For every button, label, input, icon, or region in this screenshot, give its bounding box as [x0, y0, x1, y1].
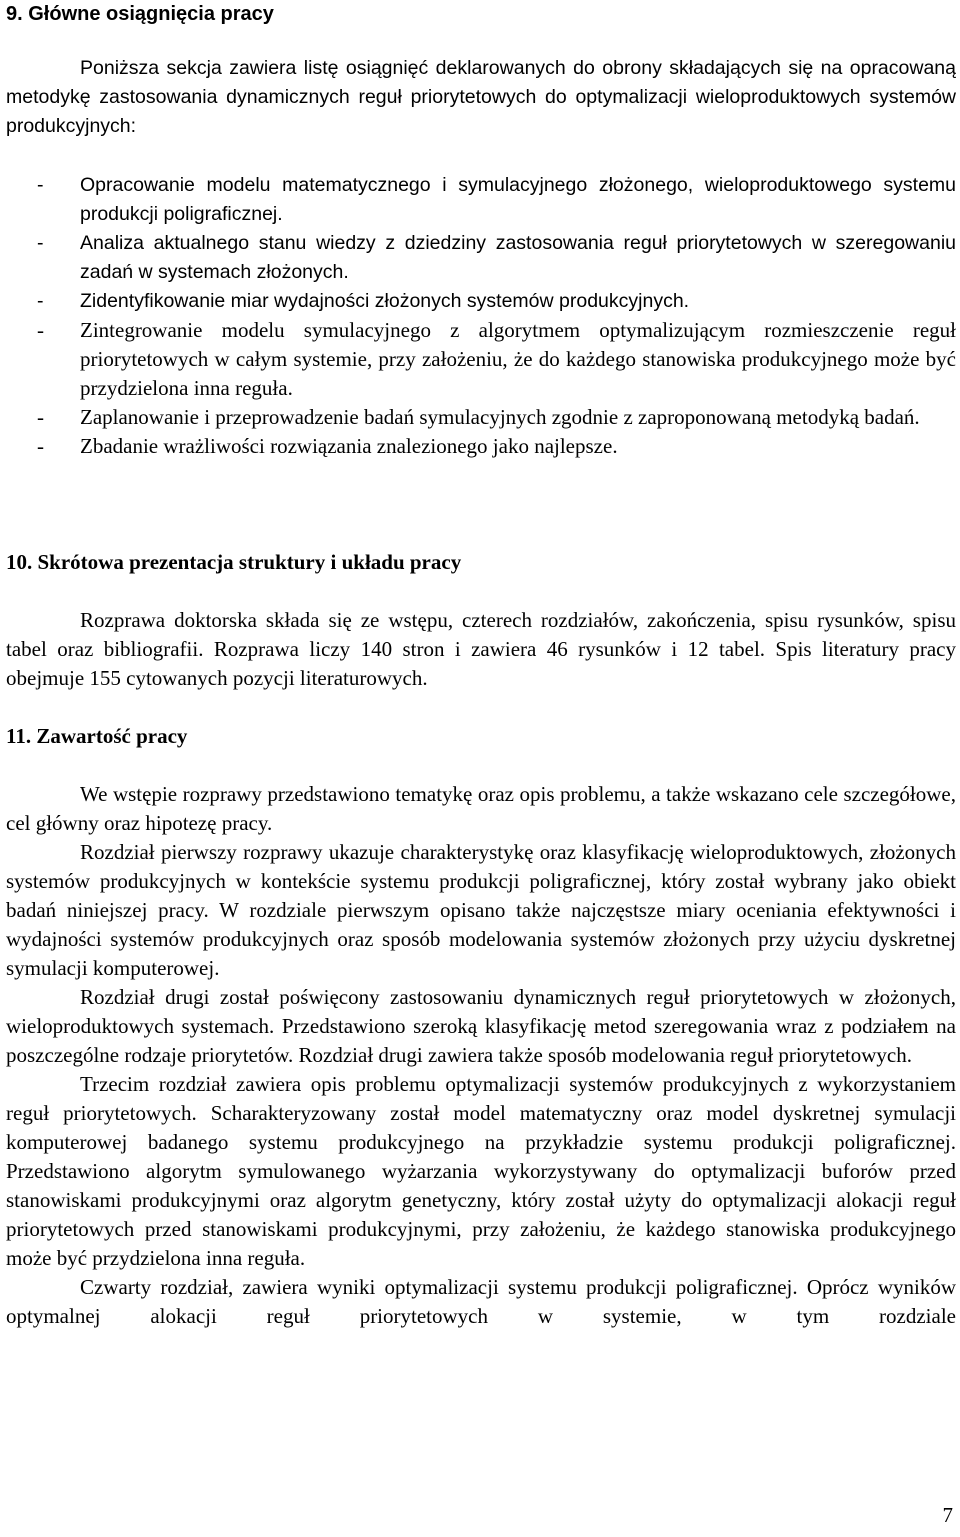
paragraph-introduction: We wstępie rozprawy przedstawiono tematykę oraz opis problemu, a także wskazano cele szczegółowe, cel główny oraz hipotezę pracy. [6, 782, 956, 835]
section-11-body [6, 780, 956, 1331]
dash-marker: - [37, 434, 44, 458]
dash-marker: - [37, 290, 44, 312]
list-item [6, 403, 956, 432]
paragraph-chapter-1: Rozdział pierwszy rozprawy ukazuje charakterystykę oraz klasyfikację wieloproduktowych, złożonych systemów produkcyjnych w kontekście systemu produkcji poligraficznej, który został wybrany jako obiekt badań niniejszej pracy. W rozdziale pierwszym opisano także najczęstsze miary oceniania efektywności i wydajności systemów produkcyjnych oraz sposób modelowania systemów złożonych przy użyciu dyskretnej symulacji komputerowej. [6, 840, 956, 980]
list-item [6, 316, 956, 403]
dash-marker: - [37, 405, 44, 429]
dash-marker: - [37, 318, 44, 342]
list-item-text: Zidentyfikowanie miar wydajności złożonych systemów produkcyjnych. [80, 290, 690, 312]
section-10-text: Rozprawa doktorska składa się ze wstępu, czterech rozdziałów, zakończenia, spisu rysunków, spisu tabel oraz bibliografii. Rozprawa liczy 140 stron i zawiera 46 rysunków i 12 tabel. Spis literatury pracy obejmuje 155 cytowanych pozycji literaturowych. [6, 608, 956, 690]
paragraph-chapter-4: Czwarty rozdział, zawiera wyniki optymalizacji systemu produkcji poligraficznej. Oprócz wyników optymalnej alokacji reguł priorytetowych w systemie, w tym rozdziale [6, 1275, 956, 1328]
list-item [6, 287, 956, 316]
section-9-heading: 9. Główne osiągnięcia pracy [6, 3, 274, 25]
list-item [6, 432, 956, 461]
achievements-list [6, 171, 956, 316]
page-number: 7 [942, 1503, 953, 1527]
section-11-heading: 11. Zawartość pracy [6, 724, 188, 748]
list-item [6, 229, 956, 287]
dash-marker: - [37, 174, 44, 196]
list-item-text: Zintegrowanie modelu symulacyjnego z algorytmem optymalizującym rozmieszczenie reguł priorytetowych w całym systemie, przy założeniu, że do każdego stanowiska produkcyjnego może być przydzielona inna reguła. [80, 318, 956, 400]
list-item [6, 171, 956, 229]
list-item-text: Opracowanie modelu matematycznego i symulacyjnego złożonego, wieloproduktowego systemu produkcji poligraficznej. [80, 174, 956, 225]
paragraph-chapter-2: Rozdział drugi został poświęcony zastosowaniu dynamicznych reguł priorytetowych w złożonych, wieloproduktowych systemach. Przedstawiono szeroką klasyfikację metod szeregowania wraz z podziałem na poszczególne rodzaje priorytetów. Rozdział drugi zawiera także sposób modelowania reguł priorytetowych. [6, 985, 956, 1067]
list-item-text: Zbadanie wrażliwości rozwiązania znalezionego jako najlepsze. [80, 434, 618, 458]
dash-marker: - [37, 232, 44, 254]
paragraph-chapter-3: Trzecim rozdział zawiera opis problemu optymalizacji systemów produkcyjnych z wykorzystaniem reguł priorytetowych. Scharakteryzowany został model matematyczny oraz model dyskretnej symulacji komputerowej badanego systemu produkcyjnego na przykładzie systemu produkcji poligraficznej. Przedstawiono algorytm symulowanego wyżarzania wykorzystywany do optymalizacji buforów przed stanowiskami produkcyjnymi oraz algorytm genetyczny, który został użyty do optymalizacji alokacji reguł priorytetowych przed stanowiskami produkcyjnymi, przy założeniu, że każdego stanowiska produkcyjnego może być przydzielona inna reguła. [6, 1072, 956, 1270]
section-10-heading: 10. Skrótowa prezentacja struktury i układu pracy [6, 550, 462, 574]
achievements-list-continued [6, 316, 956, 461]
section-9-intro: Poniższa sekcja zawiera listę osiągnięć deklarowanych do obrony składających się na opracowaną metodykę zastosowania dynamicznych reguł priorytetowych do optymalizacji wieloproduktowych systemów produkcyjnych: [6, 57, 956, 137]
list-item-text: Zaplanowanie i przeprowadzenie badań symulacyjnych zgodnie z zaproponowaną metodyką badań. [80, 405, 920, 429]
list-item-text: Analiza aktualnego stanu wiedzy z dziedziny zastosowania reguł priorytetowych w szeregowaniu zadań w systemach złożonych. [80, 232, 956, 283]
